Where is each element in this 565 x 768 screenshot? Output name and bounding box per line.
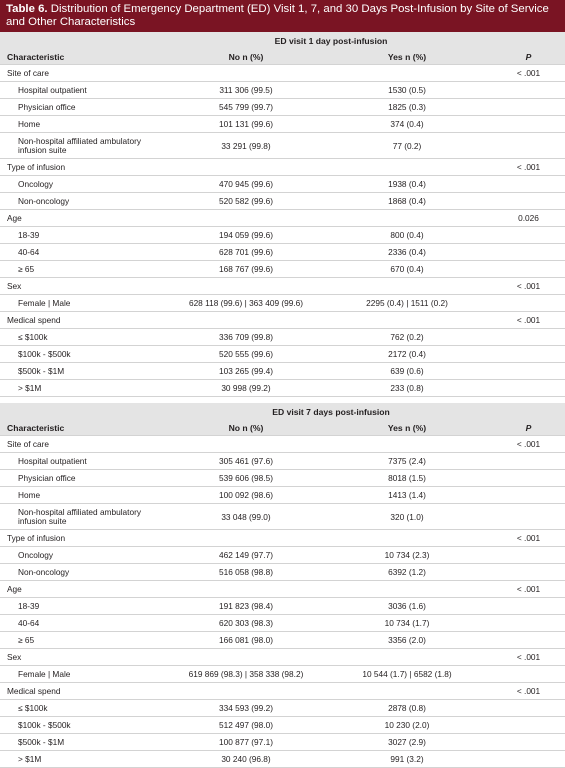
row-label: Non-oncology bbox=[0, 564, 170, 581]
section-title: ED visit 7 days post-infusion bbox=[170, 403, 492, 420]
row-label: 18-39 bbox=[0, 598, 170, 615]
no-value: 30 240 (96.8) bbox=[170, 751, 322, 768]
section-title: ED visit 1 day post-infusion bbox=[170, 32, 492, 49]
table-row bbox=[0, 363, 565, 380]
p-value: 0.026 bbox=[492, 210, 565, 227]
row-label: $500k - $1M bbox=[0, 363, 170, 380]
table-row bbox=[0, 717, 565, 734]
table-row bbox=[0, 244, 565, 261]
no-value: 470 945 (99.6) bbox=[170, 176, 322, 193]
no-value bbox=[170, 436, 322, 453]
no-value bbox=[170, 278, 322, 295]
p-value bbox=[492, 295, 565, 312]
row-label: ≥ 65 bbox=[0, 632, 170, 649]
row-label: 18-39 bbox=[0, 227, 170, 244]
yes-value: 6392 (1.2) bbox=[322, 564, 492, 581]
band-empty-cell bbox=[492, 32, 565, 49]
category-row bbox=[0, 210, 565, 227]
row-label: Oncology bbox=[0, 547, 170, 564]
p-value bbox=[492, 261, 565, 278]
row-label: ≤ $100k bbox=[0, 700, 170, 717]
p-value bbox=[492, 487, 565, 504]
p-value bbox=[492, 734, 565, 751]
yes-value: 77 (0.2) bbox=[322, 133, 492, 159]
header-characteristic: Characteristic bbox=[0, 49, 170, 65]
p-value bbox=[492, 193, 565, 210]
row-label: Home bbox=[0, 116, 170, 133]
no-value: 194 059 (99.6) bbox=[170, 227, 322, 244]
yes-value: 8018 (1.5) bbox=[322, 470, 492, 487]
table-title-bar bbox=[0, 0, 565, 32]
no-value: 334 593 (99.2) bbox=[170, 700, 322, 717]
row-label: Non-hospital affiliated ambulatory infusion suite bbox=[0, 133, 170, 159]
table-body bbox=[0, 32, 565, 768]
row-label: 40-64 bbox=[0, 615, 170, 632]
category-row bbox=[0, 649, 565, 666]
table-caption: Distribution of Emergency Department (ED) Visit 1, 7, and 30 Days Post-Infusion by Site of Service and Other Characteristics bbox=[6, 3, 549, 28]
no-value: 539 606 (98.5) bbox=[170, 470, 322, 487]
p-value bbox=[492, 666, 565, 683]
band-empty-cell bbox=[492, 403, 565, 420]
p-value bbox=[492, 244, 565, 261]
row-label: > $1M bbox=[0, 751, 170, 768]
category-row bbox=[0, 65, 565, 82]
row-label: Female | Male bbox=[0, 295, 170, 312]
category-row bbox=[0, 159, 565, 176]
yes-value: 10 734 (2.3) bbox=[322, 547, 492, 564]
row-label: Physician office bbox=[0, 99, 170, 116]
yes-value: 1413 (1.4) bbox=[322, 487, 492, 504]
table-row bbox=[0, 176, 565, 193]
p-value: < .001 bbox=[492, 278, 565, 295]
no-value bbox=[170, 683, 322, 700]
header-yes: Yes n (%) bbox=[322, 420, 492, 436]
yes-value: 7375 (2.4) bbox=[322, 453, 492, 470]
row-label: Non-hospital affiliated ambulatory infusion suite bbox=[0, 504, 170, 530]
p-value bbox=[492, 615, 565, 632]
category-row bbox=[0, 278, 565, 295]
table-row bbox=[0, 598, 565, 615]
p-value bbox=[492, 717, 565, 734]
row-label: Oncology bbox=[0, 176, 170, 193]
yes-value: 233 (0.8) bbox=[322, 380, 492, 397]
yes-value bbox=[322, 530, 492, 547]
row-label: $500k - $1M bbox=[0, 734, 170, 751]
table-row bbox=[0, 615, 565, 632]
yes-value bbox=[322, 436, 492, 453]
yes-value: 639 (0.6) bbox=[322, 363, 492, 380]
yes-value: 2878 (0.8) bbox=[322, 700, 492, 717]
row-label: ≥ 65 bbox=[0, 261, 170, 278]
no-value: 520 555 (99.6) bbox=[170, 346, 322, 363]
table-row bbox=[0, 666, 565, 683]
no-value: 33 291 (99.8) bbox=[170, 133, 322, 159]
header-no: No n (%) bbox=[170, 420, 322, 436]
yes-value: 10 734 (1.7) bbox=[322, 615, 492, 632]
yes-value bbox=[322, 278, 492, 295]
p-value bbox=[492, 598, 565, 615]
p-value bbox=[492, 380, 565, 397]
category-label: Sex bbox=[0, 278, 170, 295]
p-value bbox=[492, 133, 565, 159]
table-row bbox=[0, 329, 565, 346]
yes-value bbox=[322, 65, 492, 82]
yes-value: 10 230 (2.0) bbox=[322, 717, 492, 734]
no-value: 619 869 (98.3) | 358 338 (98.2) bbox=[170, 666, 322, 683]
p-value bbox=[492, 751, 565, 768]
p-value bbox=[492, 82, 565, 99]
category-row bbox=[0, 436, 565, 453]
yes-value: 762 (0.2) bbox=[322, 329, 492, 346]
p-value: < .001 bbox=[492, 312, 565, 329]
no-value: 311 306 (99.5) bbox=[170, 82, 322, 99]
table-row bbox=[0, 700, 565, 717]
p-value bbox=[492, 632, 565, 649]
p-value: < .001 bbox=[492, 530, 565, 547]
category-label: Age bbox=[0, 581, 170, 598]
row-label: Female | Male bbox=[0, 666, 170, 683]
no-value: 168 767 (99.6) bbox=[170, 261, 322, 278]
table-row bbox=[0, 453, 565, 470]
yes-value: 800 (0.4) bbox=[322, 227, 492, 244]
yes-value: 2295 (0.4) | 1511 (0.2) bbox=[322, 295, 492, 312]
no-value: 191 823 (98.4) bbox=[170, 598, 322, 615]
yes-value: 3027 (2.9) bbox=[322, 734, 492, 751]
no-value: 516 058 (98.8) bbox=[170, 564, 322, 581]
p-value: < .001 bbox=[492, 649, 565, 666]
table-row bbox=[0, 470, 565, 487]
category-label: Type of infusion bbox=[0, 159, 170, 176]
yes-value bbox=[322, 649, 492, 666]
yes-value bbox=[322, 312, 492, 329]
no-value: 620 303 (98.3) bbox=[170, 615, 322, 632]
yes-value: 1868 (0.4) bbox=[322, 193, 492, 210]
table-row bbox=[0, 116, 565, 133]
header-characteristic: Characteristic bbox=[0, 420, 170, 436]
yes-value: 991 (3.2) bbox=[322, 751, 492, 768]
row-label: Home bbox=[0, 487, 170, 504]
p-value: < .001 bbox=[492, 683, 565, 700]
table-row bbox=[0, 99, 565, 116]
p-value bbox=[492, 346, 565, 363]
yes-value: 1530 (0.5) bbox=[322, 82, 492, 99]
band-empty-cell bbox=[0, 32, 170, 49]
section-title-row bbox=[0, 32, 565, 49]
ed-visit-table bbox=[0, 32, 565, 768]
no-value: 30 998 (99.2) bbox=[170, 380, 322, 397]
yes-value: 10 544 (1.7) | 6582 (1.8) bbox=[322, 666, 492, 683]
yes-value: 670 (0.4) bbox=[322, 261, 492, 278]
category-row bbox=[0, 581, 565, 598]
table-row bbox=[0, 193, 565, 210]
table-row bbox=[0, 564, 565, 581]
p-value bbox=[492, 116, 565, 133]
p-value bbox=[492, 547, 565, 564]
yes-value: 374 (0.4) bbox=[322, 116, 492, 133]
p-value bbox=[492, 564, 565, 581]
no-value: 545 799 (99.7) bbox=[170, 99, 322, 116]
header-p: P bbox=[492, 420, 565, 436]
p-value bbox=[492, 504, 565, 530]
yes-value: 320 (1.0) bbox=[322, 504, 492, 530]
no-value bbox=[170, 530, 322, 547]
category-label: Site of care bbox=[0, 65, 170, 82]
column-header-row bbox=[0, 49, 565, 65]
p-value bbox=[492, 329, 565, 346]
category-row bbox=[0, 530, 565, 547]
row-label: > $1M bbox=[0, 380, 170, 397]
yes-value bbox=[322, 159, 492, 176]
row-label: $100k - $500k bbox=[0, 346, 170, 363]
table-row bbox=[0, 380, 565, 397]
table-row bbox=[0, 734, 565, 751]
row-label: Non-oncology bbox=[0, 193, 170, 210]
no-value: 462 149 (97.7) bbox=[170, 547, 322, 564]
row-label: Hospital outpatient bbox=[0, 82, 170, 99]
p-value: < .001 bbox=[492, 581, 565, 598]
no-value bbox=[170, 312, 322, 329]
yes-value bbox=[322, 683, 492, 700]
yes-value: 1938 (0.4) bbox=[322, 176, 492, 193]
no-value bbox=[170, 159, 322, 176]
p-value bbox=[492, 453, 565, 470]
table-row bbox=[0, 632, 565, 649]
yes-value: 3036 (1.6) bbox=[322, 598, 492, 615]
p-value bbox=[492, 700, 565, 717]
section-title-row bbox=[0, 403, 565, 420]
table-row bbox=[0, 227, 565, 244]
yes-value: 1825 (0.3) bbox=[322, 99, 492, 116]
no-value: 336 709 (99.8) bbox=[170, 329, 322, 346]
no-value bbox=[170, 210, 322, 227]
table-row bbox=[0, 261, 565, 278]
no-value bbox=[170, 649, 322, 666]
row-label: 40-64 bbox=[0, 244, 170, 261]
table-row bbox=[0, 346, 565, 363]
category-label: Age bbox=[0, 210, 170, 227]
p-value bbox=[492, 176, 565, 193]
table-row bbox=[0, 295, 565, 312]
category-label: Site of care bbox=[0, 436, 170, 453]
no-value: 628 701 (99.6) bbox=[170, 244, 322, 261]
p-value bbox=[492, 363, 565, 380]
yes-value: 2336 (0.4) bbox=[322, 244, 492, 261]
column-header-row bbox=[0, 420, 565, 436]
table-row bbox=[0, 751, 565, 768]
category-label: Medical spend bbox=[0, 312, 170, 329]
no-value: 103 265 (99.4) bbox=[170, 363, 322, 380]
band-empty-cell bbox=[0, 403, 170, 420]
table-row bbox=[0, 487, 565, 504]
no-value: 305 461 (97.6) bbox=[170, 453, 322, 470]
no-value bbox=[170, 65, 322, 82]
yes-value bbox=[322, 581, 492, 598]
yes-value bbox=[322, 210, 492, 227]
header-p: P bbox=[492, 49, 565, 65]
no-value: 33 048 (99.0) bbox=[170, 504, 322, 530]
table-row bbox=[0, 547, 565, 564]
yes-value: 2172 (0.4) bbox=[322, 346, 492, 363]
no-value: 100 092 (98.6) bbox=[170, 487, 322, 504]
no-value: 100 877 (97.1) bbox=[170, 734, 322, 751]
p-value: < .001 bbox=[492, 436, 565, 453]
table-row bbox=[0, 504, 565, 530]
row-label: Hospital outpatient bbox=[0, 453, 170, 470]
category-label: Type of infusion bbox=[0, 530, 170, 547]
p-value bbox=[492, 470, 565, 487]
p-value: < .001 bbox=[492, 65, 565, 82]
no-value: 512 497 (98.0) bbox=[170, 717, 322, 734]
category-label: Medical spend bbox=[0, 683, 170, 700]
no-value bbox=[170, 581, 322, 598]
no-value: 101 131 (99.6) bbox=[170, 116, 322, 133]
table-row bbox=[0, 133, 565, 159]
table-row bbox=[0, 82, 565, 99]
header-no: No n (%) bbox=[170, 49, 322, 65]
p-value bbox=[492, 99, 565, 116]
p-value: < .001 bbox=[492, 159, 565, 176]
row-label: Physician office bbox=[0, 470, 170, 487]
row-label: $100k - $500k bbox=[0, 717, 170, 734]
category-row bbox=[0, 683, 565, 700]
p-value bbox=[492, 227, 565, 244]
no-value: 628 118 (99.6) | 363 409 (99.6) bbox=[170, 295, 322, 312]
row-label: ≤ $100k bbox=[0, 329, 170, 346]
no-value: 166 081 (98.0) bbox=[170, 632, 322, 649]
category-row bbox=[0, 312, 565, 329]
table-number: Table 6. bbox=[6, 3, 48, 15]
category-label: Sex bbox=[0, 649, 170, 666]
no-value: 520 582 (99.6) bbox=[170, 193, 322, 210]
header-yes: Yes n (%) bbox=[322, 49, 492, 65]
yes-value: 3356 (2.0) bbox=[322, 632, 492, 649]
